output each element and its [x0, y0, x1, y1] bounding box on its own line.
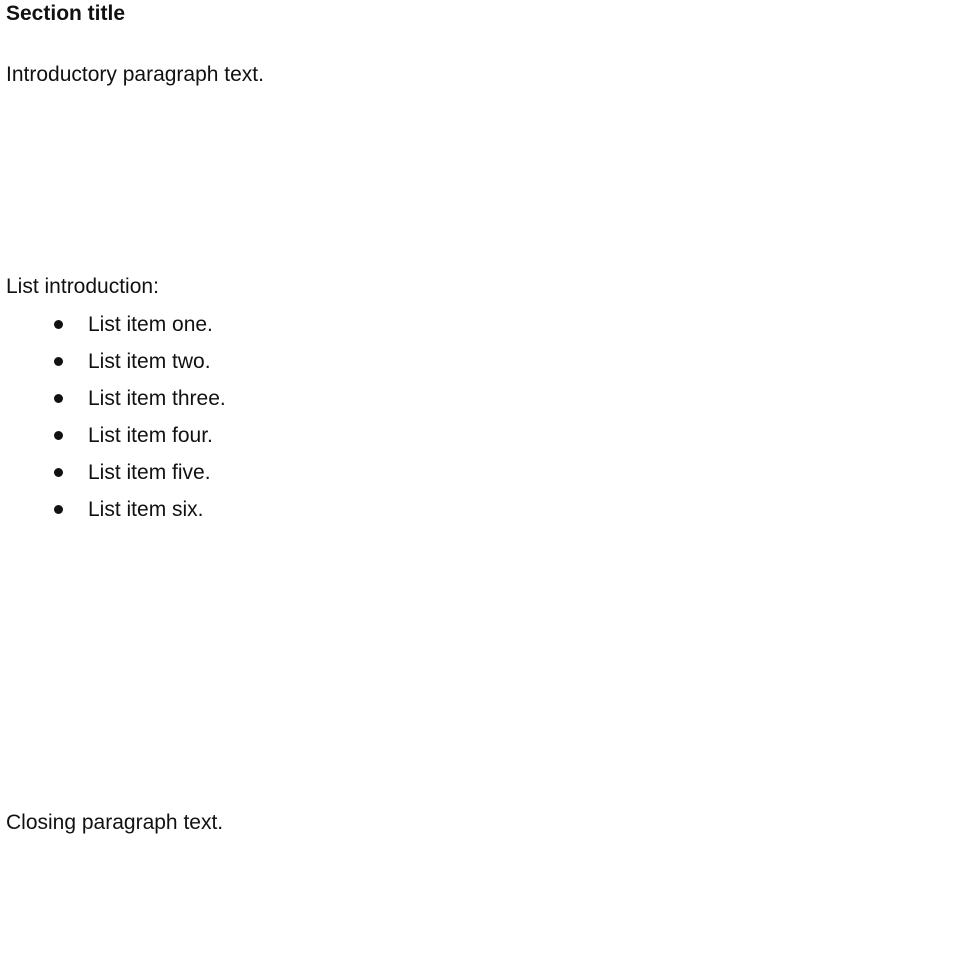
- list-item-text: List item five.: [88, 461, 211, 484]
- list-item: [6, 380, 954, 417]
- activities-list: [6, 306, 954, 528]
- list-item: [6, 491, 954, 528]
- bullet-icon: [54, 320, 63, 329]
- list-lead-text: List introduction:: [6, 275, 159, 298]
- list-item: [6, 343, 954, 380]
- bullet-icon: [54, 394, 63, 403]
- intro-paragraph: Introductory paragraph text.: [6, 63, 264, 86]
- bullet-icon: [54, 357, 63, 366]
- page-title: Section title: [6, 2, 126, 25]
- list-item-text: List item three.: [88, 387, 226, 410]
- bullet-icon: [54, 431, 63, 440]
- list-item-text: List item one.: [88, 313, 213, 336]
- bullet-icon: [54, 505, 63, 514]
- list-item: [6, 306, 954, 343]
- closing-paragraph: Closing paragraph text.: [6, 811, 224, 834]
- list-item: [6, 417, 954, 454]
- bullet-icon: [54, 468, 63, 477]
- list-item-text: List item six.: [88, 498, 204, 521]
- list-item-text: List item two.: [88, 350, 211, 373]
- list-item: [6, 454, 954, 491]
- list-item-text: List item four.: [88, 424, 213, 447]
